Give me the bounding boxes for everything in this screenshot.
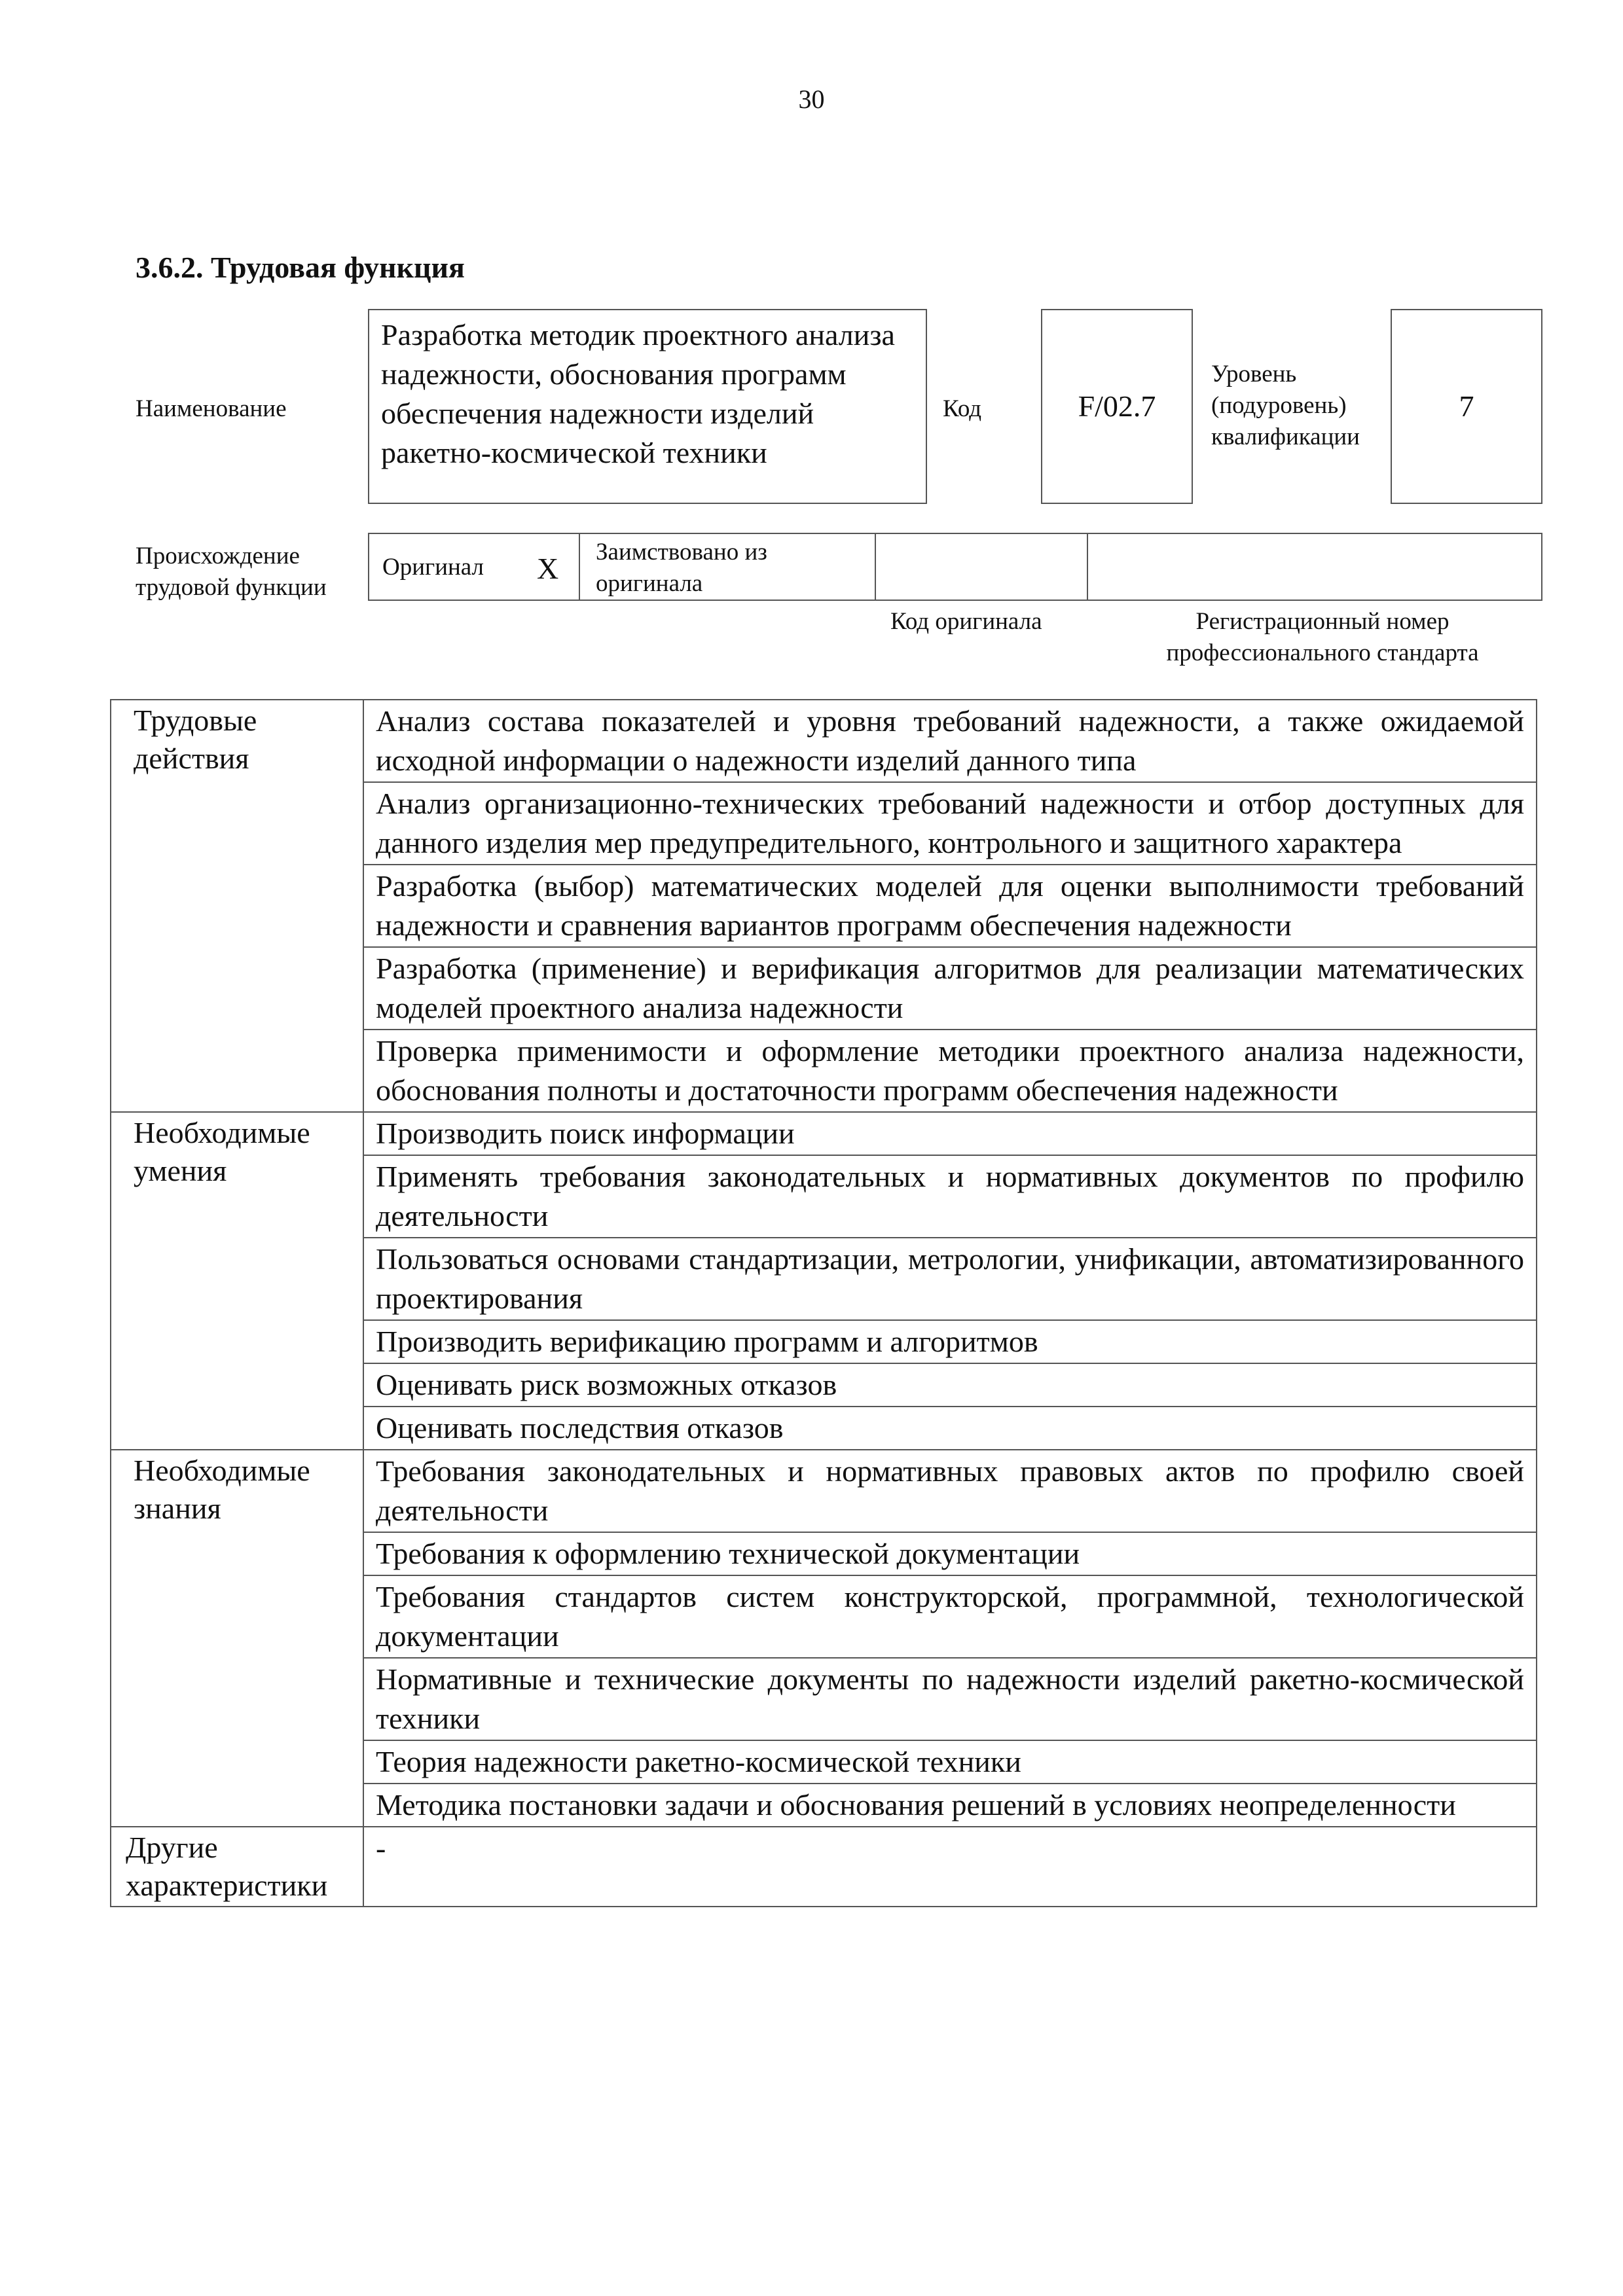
original-mark: X bbox=[537, 551, 559, 585]
list-item: Требования стандартов систем конструкторской, программной, технологической документации bbox=[363, 1575, 1537, 1658]
original-label: Оригинал bbox=[382, 554, 484, 581]
labor-actions-heading: Трудовые действия bbox=[111, 700, 363, 1112]
code-value: F/02.7 bbox=[1078, 389, 1156, 423]
function-name-value: Разработка методик проектного анализа надежности, обоснования программ обеспечения надежности изделий ракетно-космической техники bbox=[381, 318, 895, 469]
other-characteristics-heading: Другие характеристики bbox=[111, 1827, 363, 1907]
name-label: Наименование bbox=[136, 395, 287, 422]
function-details-table bbox=[110, 699, 1537, 1907]
list-item: Производить поиск информации bbox=[363, 1112, 1537, 1155]
list-item: Проверка применимости и оформление методики проектного анализа надежности, обоснования полноты и достаточности программ обеспечения надежности bbox=[363, 1030, 1537, 1112]
table-row bbox=[111, 1450, 1537, 1532]
list-item: Оценивать риск возможных отказов bbox=[363, 1363, 1537, 1407]
section-title: 3.6.2. Трудовая функция bbox=[136, 251, 465, 284]
list-item: Разработка (применение) и верификация алгоритмов для реализации математических моделей проектного анализа надежности bbox=[363, 947, 1537, 1030]
table-row bbox=[111, 700, 1537, 782]
list-item: Разработка (выбор) математических моделей для оценки выполнимости требований надежности и сравнения вариантов программ обеспечения надежности bbox=[363, 865, 1537, 947]
list-item: Применять требования законодательных и нормативных документов по профилю деятельности bbox=[363, 1155, 1537, 1238]
list-item: Нормативные и технические документы по надежности изделий ракетно-космической техники bbox=[363, 1658, 1537, 1740]
qualification-level-cell bbox=[1391, 309, 1542, 504]
list-item: - bbox=[363, 1827, 1537, 1907]
list-item: Требования к оформлению технической документации bbox=[363, 1532, 1537, 1575]
list-item: Пользоваться основами стандартизации, метрологии, унификации, автоматизированного проектирования bbox=[363, 1238, 1537, 1320]
original-code-caption: Код оригинала bbox=[890, 608, 1042, 635]
table-row bbox=[111, 1112, 1537, 1155]
origin-label: Происхождение трудовой функции bbox=[136, 543, 327, 601]
origin-divider bbox=[579, 534, 580, 600]
code-value-cell bbox=[1041, 309, 1193, 504]
borrowed-label: Заимствовано из оригинала bbox=[596, 539, 767, 597]
page-number: 30 bbox=[798, 84, 825, 114]
origin-divider bbox=[1087, 534, 1088, 600]
function-name-cell bbox=[368, 309, 927, 504]
list-item: Анализ организационно-технических требований надежности и отбор доступных для данного изделия мер предупредительного, контрольного и защитного характера bbox=[363, 782, 1537, 865]
required-knowledge-heading: Необходимые знания bbox=[111, 1450, 363, 1827]
list-item: Производить верификацию программ и алгоритмов bbox=[363, 1320, 1537, 1363]
list-item: Теория надежности ракетно-космической техники bbox=[363, 1740, 1537, 1784]
list-item: Требования законодательных и нормативных правовых актов по профилю своей деятельности bbox=[363, 1450, 1537, 1532]
list-item: Методика постановки задачи и обоснования решений в условиях неопределенности bbox=[363, 1784, 1537, 1827]
table-row bbox=[111, 1827, 1537, 1907]
origin-divider bbox=[875, 534, 876, 600]
reg-number-caption: Регистрационный номер профессионального стандарта bbox=[1166, 608, 1479, 666]
qualification-level-value: 7 bbox=[1459, 389, 1474, 423]
list-item: Оценивать последствия отказов bbox=[363, 1407, 1537, 1450]
code-label: Код bbox=[943, 395, 982, 422]
required-skills-heading: Необходимые умения bbox=[111, 1112, 363, 1450]
list-item: Анализ состава показателей и уровня требований надежности, а также ожидаемой исходной информации о надежности изделий данного типа bbox=[363, 700, 1537, 782]
qualification-level-label: Уровень (подуровень) квалификации bbox=[1211, 361, 1360, 450]
